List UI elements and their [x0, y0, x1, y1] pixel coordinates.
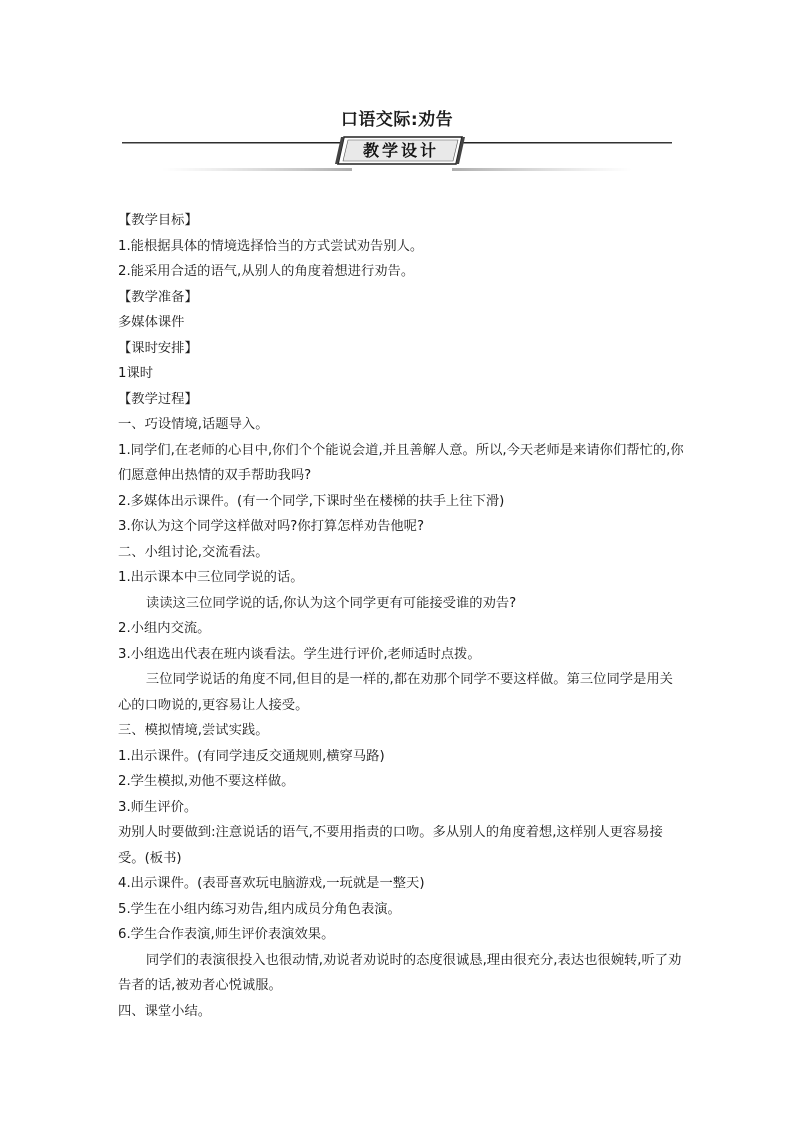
text-line: 4.出示课件。(表哥喜欢玩电脑游戏,一玩就是一整天) — [118, 876, 425, 891]
text-line: 3.你认为这个同学这样做对吗?你打算怎样劝告他呢? — [118, 519, 425, 534]
text-line: 1.能根据具体的情境选择恰当的方式尝试劝告别人。 — [118, 238, 424, 254]
text-line: 【课时安排】 — [118, 340, 198, 356]
text-line: 三、模拟情境,尝试实践。 — [118, 723, 269, 738]
text-line: 多媒体课件 — [118, 315, 185, 330]
text-line: 二、小组讨论,交流看法。 — [118, 544, 269, 560]
text-line: 1.同学们,在老师的心目中,你们个个能说会道,并且善解人意。所以,今天老师是来请你们帮忙的,你们愿意伸出热情的双手帮助我吗? — [118, 442, 684, 483]
text-line: 同学们的表演很投入也很动情,劝说者劝说时的态度很诚恳,理由很充分,表达也很婉转,听了劝告者的话,被劝者心悦诚服。 — [118, 952, 682, 993]
text-line: 1.出示课件。(有同学违反交通规则,横穿马路) — [118, 748, 385, 764]
banner-label: 教学设计 — [362, 141, 439, 160]
text-line: 2.多媒体出示课件。(有一个同学,下课时坐在楼梯的扶手上往下滑) — [118, 493, 505, 509]
section-banner — [122, 134, 672, 180]
text-line: 2.能采用合适的语气,从别人的角度着想进行劝告。 — [118, 264, 415, 279]
text-line: 一、巧设情境,话题导入。 — [118, 417, 269, 432]
text-line: 3.小组选出代表在班内谈看法。学生进行评价,老师适时点拨。 — [118, 646, 481, 662]
text-line: 2.学生模拟,劝他不要这样做。 — [118, 774, 295, 789]
text-line: 劝别人时要做到:注意说话的语气,不要用指责的口吻。多从别人的角度着想,这样别人更容易接受。(板书) — [118, 825, 663, 866]
text-line: 2.小组内交流。 — [118, 621, 211, 636]
text-line: 四、课堂小结。 — [118, 1003, 212, 1019]
document-title: 口语交际:劝告 — [340, 110, 454, 130]
text-line: 【教学过程】 — [118, 391, 198, 407]
document-body — [118, 208, 684, 1024]
text-line: 1.出示课本中三位同学说的话。 — [118, 570, 304, 585]
text-line: 【教学目标】 — [118, 213, 198, 228]
text-line: 读读这三位同学说的话,你认为这个同学更有可能接受谁的劝告? — [145, 595, 517, 611]
text-line: 三位同学说话的角度不同,但目的是一样的,都在劝那个同学不要这样做。第三位同学是用关心的口吻说的,更容易让人接受。 — [118, 672, 673, 713]
text-line: 6.学生合作表演,师生评价表演效果。 — [118, 927, 335, 942]
text-line: 5.学生在小组内练习劝告,组内成员分角色表演。 — [118, 901, 401, 917]
text-line: 【教学准备】 — [118, 289, 198, 305]
text-line: 3.师生评价。 — [118, 799, 198, 815]
text-line: 1课时 — [118, 366, 154, 381]
